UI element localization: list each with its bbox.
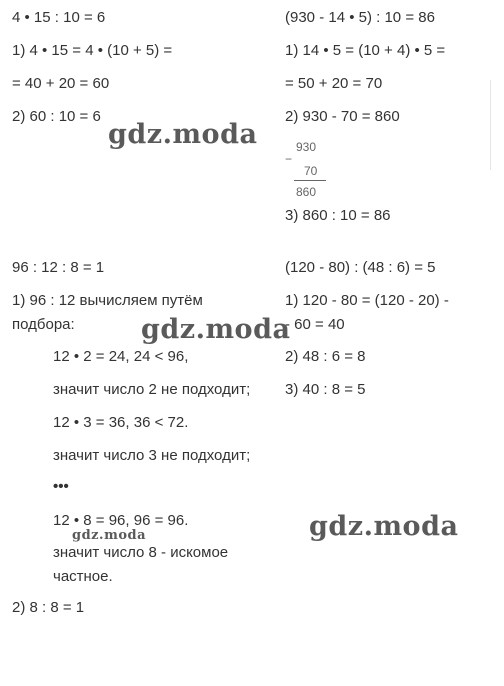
problem-2-step-1: 1) 14 • 5 = (10 + 4) • 5 = <box>285 42 446 59</box>
problem-1-expression: 4 • 15 : 10 = 6 <box>12 9 106 26</box>
trial-line-5: 12 • 8 = 96, 96 = 96. <box>53 512 189 529</box>
problem-3-expression: 96 : 12 : 8 = 1 <box>12 259 105 276</box>
trial-line-3: 12 • 3 = 36, 36 < 72. <box>53 414 189 431</box>
problem-1-step-2: 2) 60 : 10 = 6 <box>12 108 101 125</box>
column-subtrahend: 70 <box>304 164 318 178</box>
problem-1-step-1-cont: = 40 + 20 = 60 <box>12 75 110 92</box>
trial-line-1: 12 • 2 = 24, 24 < 96, <box>53 348 189 365</box>
column-minus-sign: − <box>285 152 293 166</box>
column-difference: 860 <box>296 185 317 199</box>
problem-4-step-1: 1) 120 - 80 = (120 - 20) - <box>285 292 449 309</box>
trial-line-4: значит число 3 не подходит; <box>53 447 251 464</box>
problem-3-step-1: 1) 96 : 12 вычисляем путём <box>12 292 203 309</box>
trial-line-2: значит число 2 не подходит; <box>53 381 251 398</box>
problem-4-step-1-cont: - 60 = 40 <box>285 316 345 333</box>
column-minuend: 930 <box>296 140 317 154</box>
problem-3-step-2: 2) 8 : 8 = 1 <box>12 599 85 616</box>
problem-2-expression: (930 - 14 • 5) : 10 = 86 <box>285 9 435 26</box>
page-edge-line <box>490 80 491 170</box>
trial-ellipsis: ••• <box>53 478 69 495</box>
watermark-logo: gdz.moda <box>108 119 258 150</box>
watermark-logo: gdz.moda <box>309 511 459 542</box>
problem-2-step-1-cont: = 50 + 20 = 70 <box>285 75 383 92</box>
problem-4-step-3: 3) 40 : 8 = 5 <box>285 381 366 398</box>
watermark-logo: gdz.moda <box>72 528 147 543</box>
problem-3-step-1-cont: подбора: <box>12 316 75 333</box>
trial-line-6: значит число 8 - искомое <box>53 544 229 561</box>
problem-4-expression: (120 - 80) : (48 : 6) = 5 <box>285 259 436 276</box>
problem-1-step-1: 1) 4 • 15 = 4 • (10 + 5) = <box>12 42 173 59</box>
column-underline <box>294 180 326 181</box>
watermark-logo: gdz.moda <box>141 314 291 345</box>
problem-4-step-2: 2) 48 : 6 = 8 <box>285 348 366 365</box>
trial-line-7: частное. <box>53 568 113 585</box>
problem-2-step-3: 3) 860 : 10 = 86 <box>285 207 391 224</box>
problem-2-step-2: 2) 930 - 70 = 860 <box>285 108 400 125</box>
